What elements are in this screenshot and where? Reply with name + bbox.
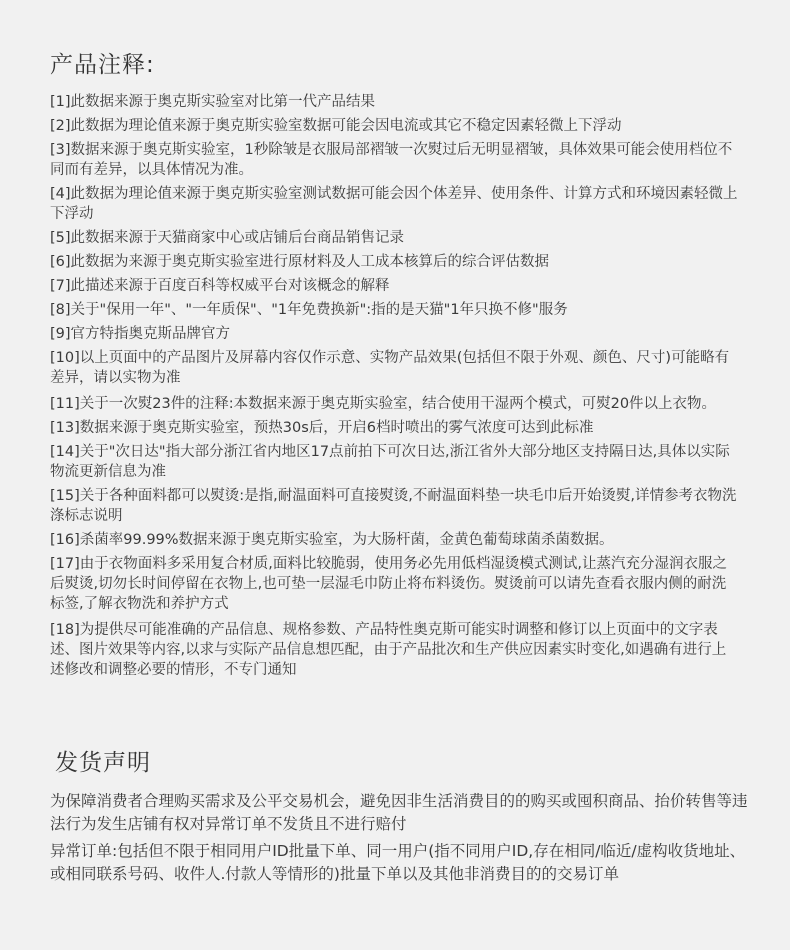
note-item: [17]由于衣物面料多采用复合材质,面料比较脆弱，使用务必先用低档湿烫模式测试,让蒸汽充分湿润衣服之后熨烫,切勿长时间停留在衣物上,也可垫一层湿毛巾防止将布料烫伤。熨烫前可以请先查看衣服内侧的耐洗标签,了解衣物洗和养护方式 — [50, 556, 727, 612]
note-item: [2]此数据为理论值来源于奥克斯实验室数据可能会因电流或其它不稳定因素轻微上下浮动 — [50, 118, 622, 134]
shipping-section-title: 发货声明 — [55, 750, 151, 776]
note-item: [6]此数据为来源于奥克斯实验室进行原材料及人工成本核算后的综合评估数据 — [50, 254, 550, 270]
note-item: [8]关于"保用一年"、"一年质保"、"1年免费换新":指的是天猫"1年只换不修"服务 — [50, 302, 568, 318]
shipping-statement — [50, 790, 750, 890]
note-item: [4]此数据为理论值来源于奥克斯实验室测试数据可能会因个体差异、使用条件、计算方式和环境因素轻微上下浮动 — [50, 186, 738, 222]
note-item: [16]杀菌率99.99%数据来源于奥克斯实验室，为大肠杆菌，金黄色葡萄球菌杀菌数据。 — [50, 532, 614, 548]
note-item: [10]以上页面中的产品图片及屏幕内容仅作示意、实物产品效果(包括但不限于外观、颜色、尺寸)可能略有差异，请以实物为准 — [50, 350, 730, 386]
notes-section-title: 产品注释: — [50, 52, 155, 78]
note-item: [7]此描述来源于百度百科等权威平台对该概念的解释 — [50, 278, 390, 294]
note-item: [3]数据来源于奥克斯实验室，1秒除皱是衣服局部褶皱一次熨过后无明显褶皱，具体效果可能会使用档位不同而有差异，以具体情况为准。 — [50, 142, 733, 178]
note-item: [18]为提供尽可能准确的产品信息、规格参数、产品特性奥克斯可能实时调整和修订以上页面中的文字表述、图片效果等内容,以求与实际产品信息想匹配，由于产品批次和生产供应因素实时变化,如遇确有进行上述修改和调整必要的情形，不专门通知 — [50, 622, 727, 678]
note-item: [15]关于各种面料都可以熨烫:是指,耐温面料可直接熨烫,不耐温面料垫一块毛巾后开始烫熨,详情参考衣物洗涤标志说明 — [50, 488, 737, 524]
note-item: [5]此数据来源于天猫商家中心或店铺后台商品销售记录 — [50, 230, 405, 246]
note-item: [14]关于"次日达"指大部分浙江省内地区17点前拍下可次日达,浙江省外大部分地区支持隔日达,具体以实际物流更新信息为准 — [50, 444, 730, 480]
note-item: [13]数据来源于奥克斯实验室，预热30s后，开启6档时喷出的雾气浓度可达到此标准 — [50, 420, 594, 436]
note-item: [11]关于一次熨23件的注释:本数据来源于奥克斯实验室，结合使用干湿两个模式，可熨20件以上衣物。 — [50, 396, 717, 412]
shipping-paragraph: 为保障消费者合理购买需求及公平交易机会，避免因非生活消费目的的购买或囤积商品、抬价转售等违法行为发生店铺有权对异常订单不发货且不进行赔付 — [50, 792, 748, 833]
notes-list — [50, 92, 740, 684]
note-item: [1]此数据来源于奥克斯实验室对比第一代产品结果 — [50, 94, 376, 110]
abnormal-order-paragraph: 异常订单:包括但不限于相同用户ID批量下单、同一用户(指不同用户ID,存在相同/临近/虚构收货地址、或相同联系号码、收件人.付款人等情形的)批量下单以及其他非消费目的的交易订单 — [50, 842, 746, 883]
note-item: [9]官方特指奥克斯品牌官方 — [50, 326, 231, 342]
